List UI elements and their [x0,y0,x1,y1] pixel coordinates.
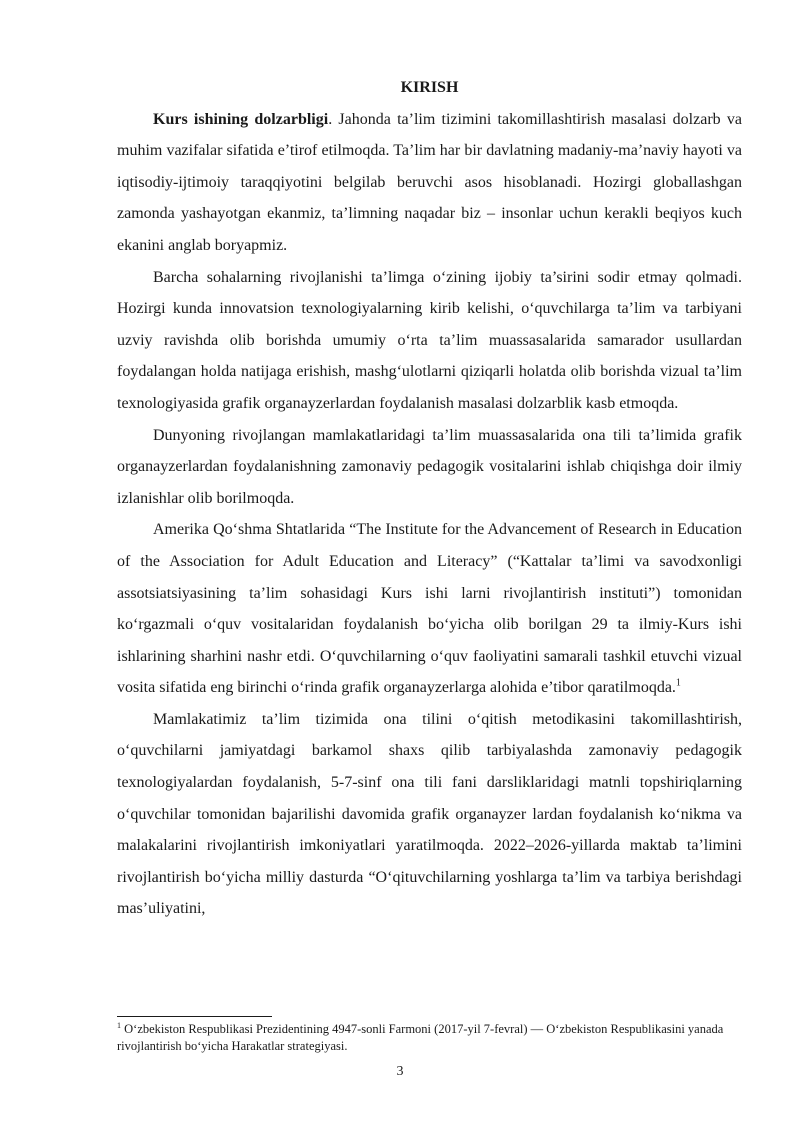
paragraph-lead: Kurs ishining dolzarbligi [153,110,329,128]
paragraph-usa [117,514,742,704]
page-number: 3 [396,1064,404,1079]
page-heading: KIRISH [400,79,459,96]
main-text [117,72,742,925]
footnote [117,1021,742,1055]
paragraph-relevance [117,104,742,262]
paragraph: Dunyoning rivojlangan mamlakatlaridagi ta’lim muassasalarida ona tili ta’limida grafik organayzerlardan foydalanishning zamonaviy pedagogik vositalarini ishlab chiqishga doir ilmiy izlanishlar olib borilmoqda. [117,426,742,507]
footnote-text: O‘zbekiston Respublikasi Prezidentining 4947-sonli Farmoni (2017-yil 7-fevral) — O‘zbekiston Respublikasini yanada rivojlantirish bo‘yicha Harakatlar strategiyasi. [117,1022,724,1053]
footnote-divider [117,1016,272,1017]
paragraph: Barcha sohalarning rivojlanishi ta’limga o‘zining ijobiy ta’sirini sodir etmay qolmadi. Hozirgi kunda innovatsion texnologiyalarning kirib kelishi, o‘quvchilarga ta’lim va tarbiyani uzviy ravishda olib borishda umumiy o‘rta ta’lim muassasalarida samarador usullardan foydalangan holda natijaga erishish, mashg‘ulotlarni qiziqarli holatda olib borishda vizual ta’lim texnologiyasida grafik organayzerlardan foydalanish masalasi dolzarblik kasb etmoqda. [117,268,742,412]
footnote-area [117,1016,742,1055]
paragraph: Mamlakatimiz ta’lim tizimida ona tilini o‘qitish metodikasini takomillashtirish, o‘quvchilarni jamiyatdagi barkamol shaxs qilib tarbiyalashda zamonaviy pedagogik texnologiyalardan foydalanish, 5-7-sinf ona tili fani darsliklaridagi matnli topshiriqlarning o‘quvchilar tomonidan bajarilishi davomida grafik organayzer lardan foydalanish ko‘nikma va malakalarini rivojlantirish imkoniyatlari yaratilmoqda. 2022–2026-yillarda maktab ta’limini rivojlantirish bo‘yicha milliy dasturda “O‘qituvchilarning yoshlarga ta’lim va tarbiya berishdagi mas’uliyatini, [117,710,742,918]
footnote-reference[interactable]: 1 [675,677,681,689]
paragraph-text: . Jahonda ta’lim tizimini takomillashtirish masalasi dolzarb va muhim vazifalar sifatida e’tirof etilmoqda. Ta’lim har bir davlatning madaniy-ma’naviy hayoti va iqtisodiy-ijtimoiy taraqqiyotini belgilab beruvchi asos hisoblanadi. Hozirgi globallashgan zamonda yashayotgan ekanmiz, ta’limning naqadar biz – insonlar uchun kerakli beqiyos kuch ekanini anglab boryapmiz. [117,110,742,254]
footnote-marker: 1 [117,1020,121,1030]
paragraph-text: Amerika Qo‘shma Shtatlarida “The Institute for the Advancement of Research in Education of the Association for Adult Education and Literacy” (“Kattalar ta’limi va savodxonligi assotsiatsiyasining ta’lim sohasidagi Kurs ishi larni rivojlantirish instituti”) tomonidan ko‘rgazmali o‘quv vositalaridan foydalanish bo‘yicha olib borilgan 29 ta ilmiy-Kurs ishi ishlarining sharhini nashr etdi. O‘quvchilarning o‘quv faoliyatini samarali tashkil etuvchi vizual vosita sifatida eng birinchi o‘rinda grafik organayzerlarga alohida e’tibor qaratilmoqda. [117,521,742,697]
